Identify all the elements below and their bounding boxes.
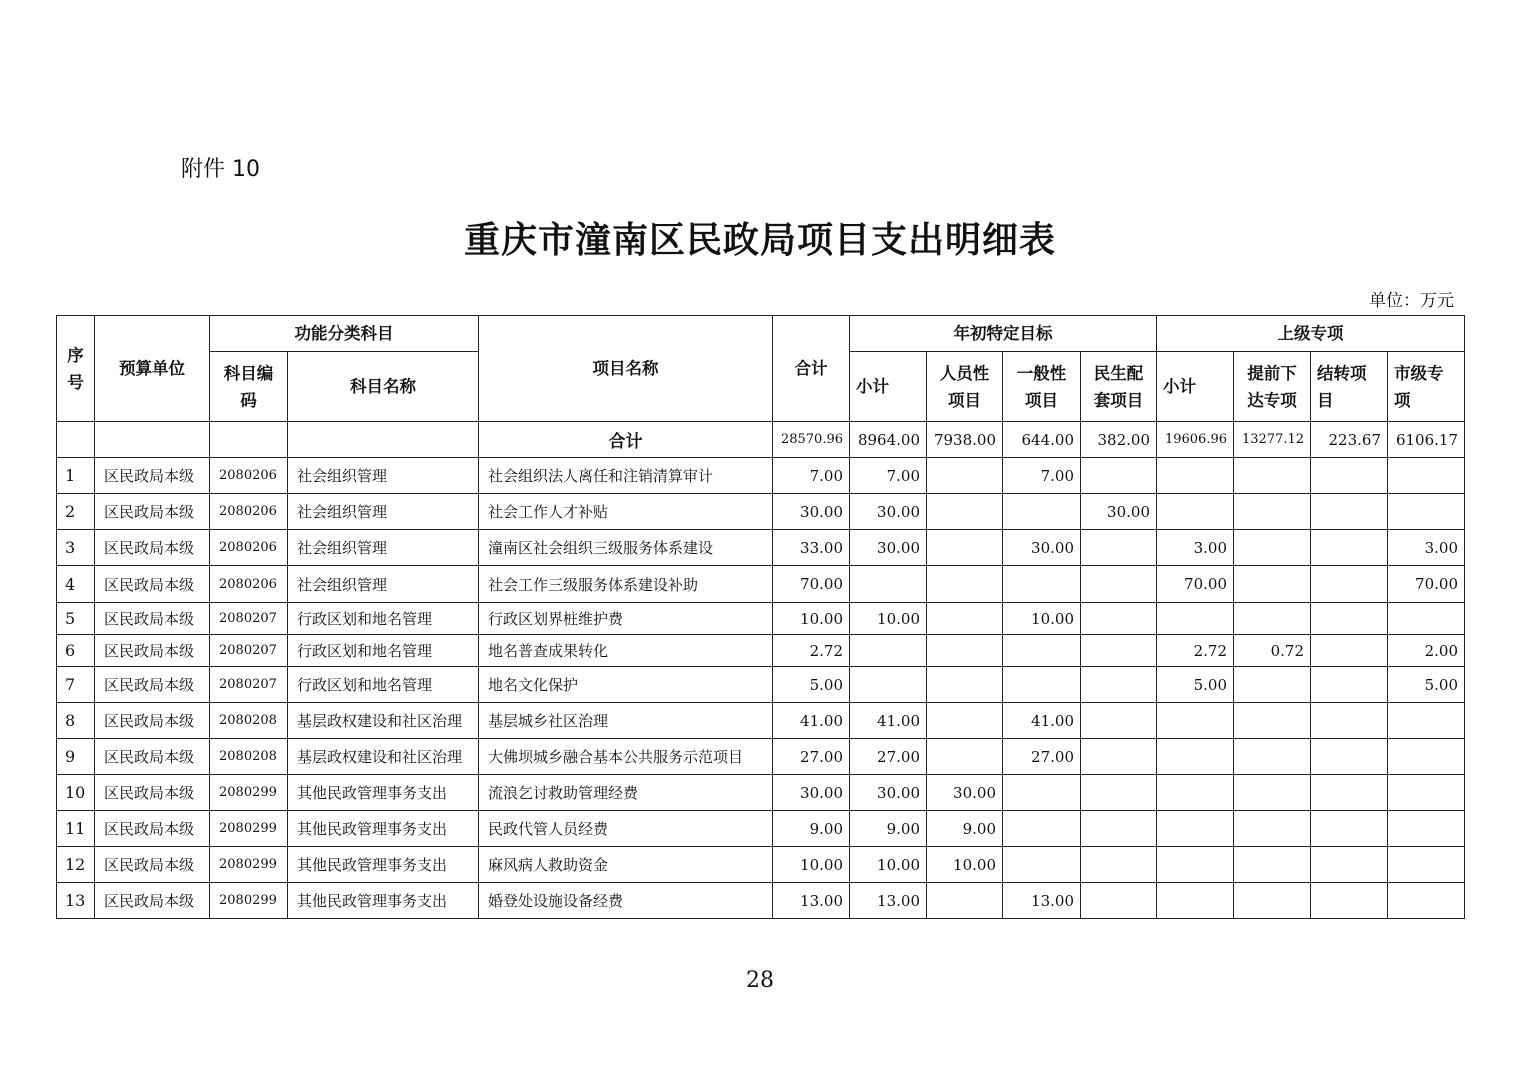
carryover-cell [1311,775,1388,811]
livelihood-cell [1081,811,1157,847]
livelihood-cell [1081,667,1157,703]
subject-cell: 其他民政管理事务支出 [288,847,479,883]
code-cell: 2080299 [210,775,288,811]
table-row [57,458,1465,494]
personnel-cell [927,667,1003,703]
advance-cell [1234,530,1311,566]
livelihood-cell [1081,703,1157,739]
code-cell: 2080208 [210,739,288,775]
seq-cell: 13 [57,883,95,919]
subject-cell: 社会组织管理 [288,458,479,494]
project-cell: 婚登处设施设备经费 [479,883,773,919]
seq-cell: 5 [57,603,95,635]
totals-total: 28570.96 [773,422,850,458]
upper-subtotal-cell [1157,603,1234,635]
livelihood-cell [1081,847,1157,883]
total-cell: 33.00 [773,530,850,566]
seq-cell: 7 [57,667,95,703]
city-cell [1388,811,1465,847]
seq-cell: 10 [57,775,95,811]
project-cell: 地名文化保护 [479,667,773,703]
livelihood-cell: 30.00 [1081,494,1157,530]
header-city: 市级专 项 [1388,352,1465,422]
header-total: 合计 [773,316,850,422]
upper-subtotal-cell [1157,811,1234,847]
table-row [57,635,1465,667]
header-year-subtotal: 小计 [850,352,927,422]
year-subtotal-cell: 30.00 [850,775,927,811]
year-subtotal-cell: 30.00 [850,494,927,530]
header-unit: 预算单位 [95,316,210,422]
general-cell: 7.00 [1003,458,1081,494]
subject-cell: 社会组织管理 [288,566,479,603]
carryover-cell [1311,883,1388,919]
advance-cell [1234,739,1311,775]
subject-cell: 社会组织管理 [288,494,479,530]
year-subtotal-cell: 7.00 [850,458,927,494]
total-cell: 5.00 [773,667,850,703]
header-code: 科目编 码 [210,352,288,422]
livelihood-cell [1081,603,1157,635]
header-subject-name: 科目名称 [288,352,479,422]
unit-cell: 区民政局本级 [95,775,210,811]
city-cell [1388,883,1465,919]
seq-cell: 1 [57,458,95,494]
unit-cell: 区民政局本级 [95,739,210,775]
project-cell: 地名普查成果转化 [479,635,773,667]
expenditure-table [56,315,1465,919]
general-cell: 41.00 [1003,703,1081,739]
advance-cell [1234,883,1311,919]
livelihood-cell [1081,775,1157,811]
unit-label: 单位：万元 [1369,291,1454,311]
table-row [57,530,1465,566]
seq-cell: 8 [57,703,95,739]
carryover-cell [1311,667,1388,703]
livelihood-cell [1081,566,1157,603]
totals-subject-cell [288,422,479,458]
code-cell: 2080208 [210,703,288,739]
advance-cell [1234,494,1311,530]
personnel-cell [927,530,1003,566]
personnel-cell: 10.00 [927,847,1003,883]
project-cell: 潼南区社会组织三级服务体系建设 [479,530,773,566]
city-cell: 2.00 [1388,635,1465,667]
carryover-cell [1311,603,1388,635]
livelihood-cell [1081,883,1157,919]
unit-cell: 区民政局本级 [95,566,210,603]
seq-cell: 11 [57,811,95,847]
code-cell: 2080299 [210,847,288,883]
subject-cell: 行政区划和地名管理 [288,635,479,667]
advance-cell [1234,566,1311,603]
table-row [57,494,1465,530]
general-cell: 13.00 [1003,883,1081,919]
general-cell [1003,667,1081,703]
carryover-cell [1311,739,1388,775]
carryover-cell [1311,635,1388,667]
general-cell [1003,494,1081,530]
total-cell: 10.00 [773,603,850,635]
unit-cell: 区民政局本级 [95,883,210,919]
header-general: 一般性 项目 [1003,352,1081,422]
totals-carryover: 223.67 [1311,422,1388,458]
year-subtotal-cell: 9.00 [850,811,927,847]
advance-cell [1234,458,1311,494]
subject-cell: 行政区划和地名管理 [288,667,479,703]
personnel-cell [927,603,1003,635]
advance-cell [1234,811,1311,847]
unit-cell: 区民政局本级 [95,494,210,530]
project-cell: 流浪乞讨救助管理经费 [479,775,773,811]
unit-cell: 区民政局本级 [95,603,210,635]
year-subtotal-cell [850,667,927,703]
header-seq: 序 号 [57,316,95,422]
totals-livelihood: 382.00 [1081,422,1157,458]
subject-cell: 基层政权建设和社区治理 [288,703,479,739]
subject-cell: 社会组织管理 [288,530,479,566]
advance-cell [1234,775,1311,811]
general-cell [1003,635,1081,667]
city-cell [1388,847,1465,883]
upper-subtotal-cell [1157,739,1234,775]
unit-cell: 区民政局本级 [95,847,210,883]
seq-cell: 6 [57,635,95,667]
city-cell: 70.00 [1388,566,1465,603]
table-row [57,703,1465,739]
header-carryover: 结转项 目 [1311,352,1388,422]
city-cell [1388,458,1465,494]
advance-cell: 0.72 [1234,635,1311,667]
city-cell [1388,775,1465,811]
advance-cell [1234,847,1311,883]
advance-cell [1234,667,1311,703]
personnel-cell [927,635,1003,667]
total-cell: 7.00 [773,458,850,494]
subject-cell: 其他民政管理事务支出 [288,811,479,847]
code-cell: 2080299 [210,811,288,847]
header-advance: 提前下 达专项 [1234,352,1311,422]
totals-upper-subtotal: 19606.96 [1157,422,1234,458]
carryover-cell [1311,530,1388,566]
upper-subtotal-cell [1157,458,1234,494]
header-personnel: 人员性 项目 [927,352,1003,422]
upper-subtotal-cell [1157,847,1234,883]
livelihood-cell [1081,635,1157,667]
city-cell [1388,494,1465,530]
totals-row [57,422,1465,458]
personnel-cell [927,566,1003,603]
project-cell: 基层城乡社区治理 [479,703,773,739]
page-title: 重庆市潼南区民政局项目支出明细表 [463,219,1056,261]
total-cell: 27.00 [773,739,850,775]
total-cell: 30.00 [773,494,850,530]
header-upper-group: 上级专项 [1157,316,1465,352]
code-cell: 2080206 [210,566,288,603]
header-livelihood: 民生配 套项目 [1081,352,1157,422]
personnel-cell [927,458,1003,494]
table-row [57,847,1465,883]
totals-advance: 13277.12 [1234,422,1311,458]
totals-year-subtotal: 8964.00 [850,422,927,458]
city-cell [1388,603,1465,635]
city-cell: 3.00 [1388,530,1465,566]
code-cell: 2080207 [210,667,288,703]
personnel-cell [927,703,1003,739]
upper-subtotal-cell: 3.00 [1157,530,1234,566]
total-cell: 2.72 [773,635,850,667]
unit-cell: 区民政局本级 [95,667,210,703]
code-cell: 2080206 [210,494,288,530]
code-cell: 2080207 [210,635,288,667]
total-cell: 70.00 [773,566,850,603]
header-upper-subtotal: 小计 [1157,352,1234,422]
upper-subtotal-cell [1157,883,1234,919]
table-row [57,603,1465,635]
subject-cell: 其他民政管理事务支出 [288,883,479,919]
upper-subtotal-cell: 5.00 [1157,667,1234,703]
project-cell: 麻风病人救助资金 [479,847,773,883]
seq-cell: 12 [57,847,95,883]
year-subtotal-cell: 30.00 [850,530,927,566]
unit-cell: 区民政局本级 [95,530,210,566]
general-cell [1003,775,1081,811]
table-row [57,775,1465,811]
totals-code-cell [210,422,288,458]
personnel-cell [927,883,1003,919]
total-cell: 9.00 [773,811,850,847]
livelihood-cell [1081,530,1157,566]
total-cell: 13.00 [773,883,850,919]
year-subtotal-cell: 27.00 [850,739,927,775]
year-subtotal-cell: 41.00 [850,703,927,739]
general-cell: 10.00 [1003,603,1081,635]
seq-cell: 9 [57,739,95,775]
city-cell [1388,739,1465,775]
year-subtotal-cell [850,566,927,603]
year-subtotal-cell: 10.00 [850,603,927,635]
upper-subtotal-cell [1157,775,1234,811]
livelihood-cell [1081,739,1157,775]
total-cell: 41.00 [773,703,850,739]
header-project-name: 项目名称 [479,316,773,422]
totals-seq-cell [57,422,95,458]
general-cell [1003,566,1081,603]
advance-cell [1234,703,1311,739]
totals-general: 644.00 [1003,422,1081,458]
unit-cell: 区民政局本级 [95,811,210,847]
unit-cell: 区民政局本级 [95,703,210,739]
code-cell: 2080206 [210,458,288,494]
code-cell: 2080207 [210,603,288,635]
city-cell: 5.00 [1388,667,1465,703]
carryover-cell [1311,458,1388,494]
table-row [57,566,1465,603]
year-subtotal-cell [850,635,927,667]
personnel-cell: 9.00 [927,811,1003,847]
totals-city: 6106.17 [1388,422,1465,458]
code-cell: 2080206 [210,530,288,566]
project-cell: 社会组织法人离任和注销清算审计 [479,458,773,494]
upper-subtotal-cell: 70.00 [1157,566,1234,603]
table-row [57,811,1465,847]
unit-cell: 区民政局本级 [95,635,210,667]
year-subtotal-cell: 13.00 [850,883,927,919]
upper-subtotal-cell: 2.72 [1157,635,1234,667]
page-number: 28 [746,968,774,993]
seq-cell: 3 [57,530,95,566]
project-cell: 民政代管人员经费 [479,811,773,847]
upper-subtotal-cell [1157,703,1234,739]
personnel-cell [927,494,1003,530]
unit-cell: 区民政局本级 [95,458,210,494]
general-cell [1003,811,1081,847]
project-cell: 大佛坝城乡融合基本公共服务示范项目 [479,739,773,775]
table-row [57,667,1465,703]
carryover-cell [1311,494,1388,530]
advance-cell [1234,603,1311,635]
subject-cell: 基层政权建设和社区治理 [288,739,479,775]
carryover-cell [1311,566,1388,603]
personnel-cell: 30.00 [927,775,1003,811]
personnel-cell [927,739,1003,775]
subject-cell: 其他民政管理事务支出 [288,775,479,811]
table-row [57,739,1465,775]
seq-cell: 2 [57,494,95,530]
seq-cell: 4 [57,566,95,603]
attachment-label: 附件 10 [181,157,260,182]
header-year-group: 年初特定目标 [850,316,1157,352]
upper-subtotal-cell [1157,494,1234,530]
project-cell: 社会工作三级服务体系建设补助 [479,566,773,603]
carryover-cell [1311,703,1388,739]
project-cell: 社会工作人才补贴 [479,494,773,530]
subject-cell: 行政区划和地名管理 [288,603,479,635]
header-function-group: 功能分类科目 [210,316,479,352]
total-cell: 10.00 [773,847,850,883]
totals-label: 合计 [479,422,773,458]
totals-unit-cell [95,422,210,458]
year-subtotal-cell: 10.00 [850,847,927,883]
carryover-cell [1311,811,1388,847]
general-cell: 30.00 [1003,530,1081,566]
carryover-cell [1311,847,1388,883]
city-cell [1388,703,1465,739]
livelihood-cell [1081,458,1157,494]
totals-personnel: 7938.00 [927,422,1003,458]
project-cell: 行政区划界桩维护费 [479,603,773,635]
code-cell: 2080299 [210,883,288,919]
general-cell: 27.00 [1003,739,1081,775]
table-row [57,883,1465,919]
total-cell: 30.00 [773,775,850,811]
general-cell [1003,847,1081,883]
